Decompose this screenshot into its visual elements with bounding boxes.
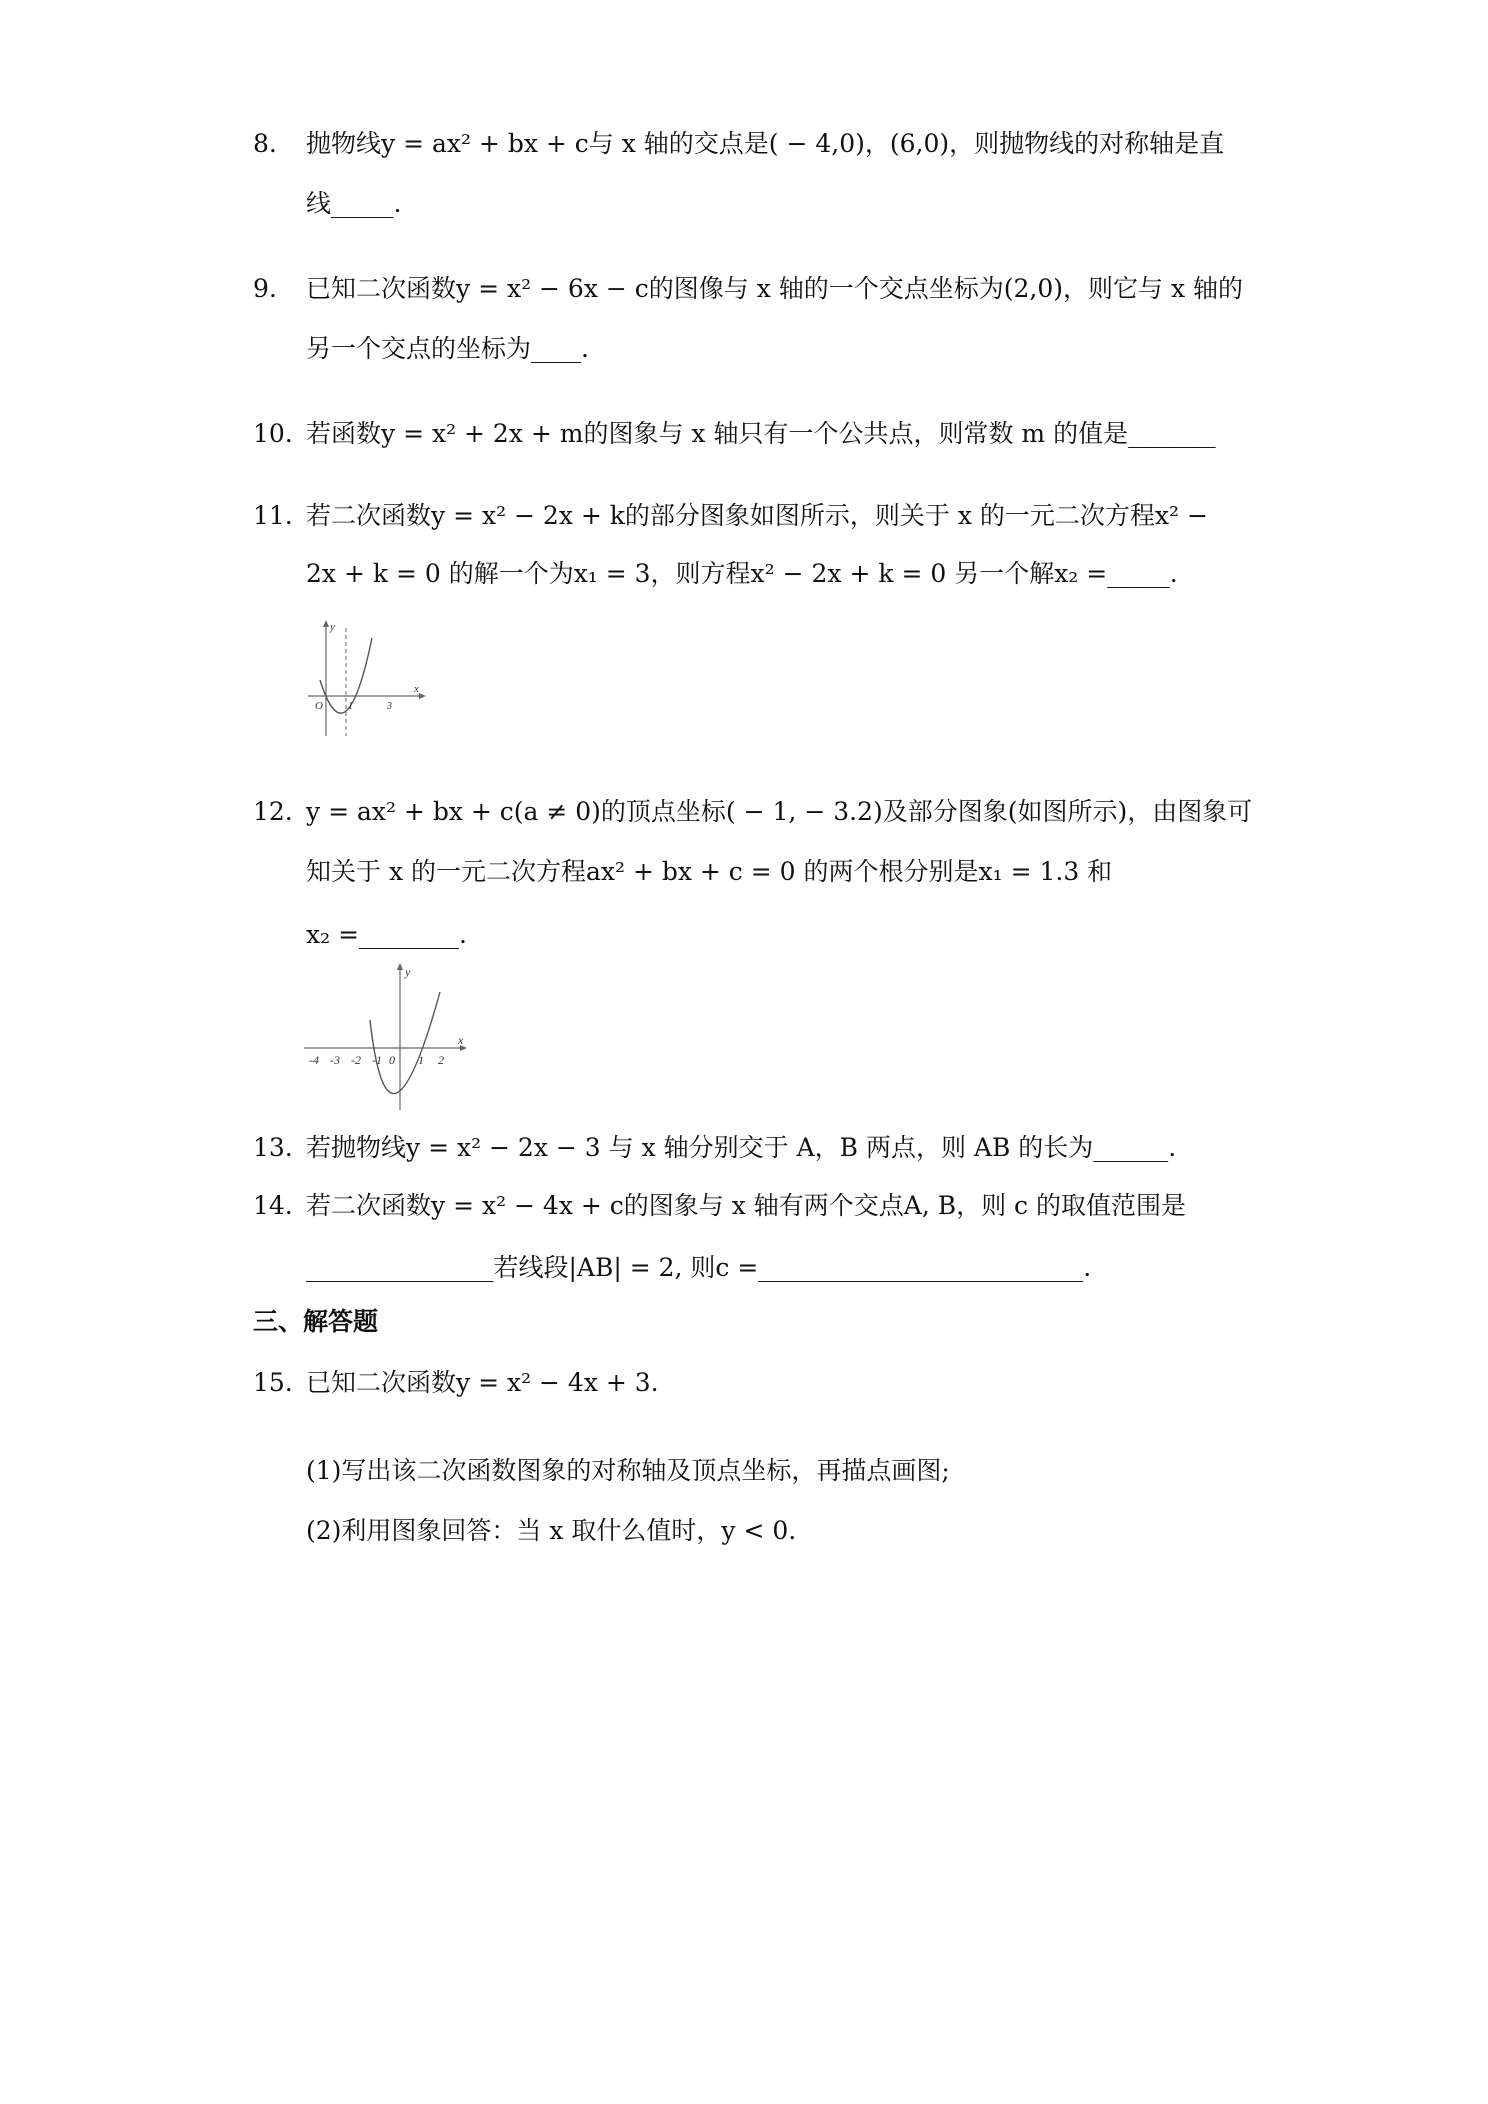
tick-label: -1 <box>372 1053 382 1067</box>
question-number: 15. <box>253 1368 293 1397</box>
y-label: y <box>330 621 335 633</box>
figure-11-parabola <box>306 618 426 738</box>
x-label: x <box>458 1033 464 1047</box>
question-text: 抛物线y = ax² + bx + c与 x 轴的交点是( − 4,0)，(6,0)，则抛物线的对称轴是直 <box>306 129 1225 158</box>
section-heading: 三、解答题 <box>253 1307 379 1336</box>
y-axis-arrow-icon <box>323 620 329 627</box>
tick-label: 1 <box>418 1053 424 1067</box>
y-axis-arrow-icon <box>397 963 403 970</box>
question-text: y = ax² + bx + c(a ≠ 0)的顶点坐标( − 1, − 3.2)及部分图象(如图所示)，由图象可 <box>306 797 1253 826</box>
question-text: 已知二次函数y = x² − 4x + 3. <box>306 1368 659 1397</box>
tick-label: 2 <box>438 1053 444 1067</box>
origin-label: O <box>315 700 323 712</box>
question-text: 若二次函数y = x² − 4x + c的图象与 x 轴有两个交点A, B，则 c 的取值范围是 <box>306 1191 1186 1220</box>
question-12-line-2: 知关于 x 的一元二次方程ax² + bx + c = 0 的两个根分别是x₁ = 1.3 和 <box>306 857 1113 886</box>
question-number: 12. <box>253 797 293 826</box>
question-text: 若抛物线y = x² − 2x − 3 与 x 轴分别交于 A，B 两点，则 AB 的长为______. <box>306 1133 1177 1162</box>
tick-label: -3 <box>330 1053 340 1067</box>
tick-label: 0 <box>389 1053 395 1067</box>
question-number: 14. <box>253 1191 293 1220</box>
question-text: 若函数y = x² + 2x + m的图象与 x 轴只有一个公共点，则常数 m 的值是_______ <box>306 419 1216 448</box>
tick-1-label: 1 <box>348 701 353 712</box>
question-9-line-2: 另一个交点的坐标为____. <box>306 334 589 363</box>
question-14-line-2: _______________若线段|AB| = 2, 则c =__________________________. <box>306 1253 1092 1282</box>
question-number: 9. <box>253 274 277 303</box>
question-8-line-2: 线_____. <box>306 189 402 218</box>
question-15-part-2: (2)利用图象回答：当 x 取什么值时，y < 0. <box>306 1516 797 1545</box>
parabola-curve <box>370 992 440 1094</box>
question-number: 8. <box>253 129 277 158</box>
figure-12-parabola <box>300 960 470 1120</box>
question-text: 若二次函数y = x² − 2x + k的部分图象如图所示，则关于 x 的一元二次方程x² − <box>306 501 1208 530</box>
question-15-part-1: (1)写出该二次函数图象的对称轴及顶点坐标，再描点画图; <box>306 1456 950 1485</box>
question-12-line-3: x₂ =________. <box>306 920 467 949</box>
tick-label: -2 <box>351 1053 361 1067</box>
tick-3-label: 3 <box>387 701 392 712</box>
x-label: x <box>414 683 419 695</box>
question-number: 13. <box>253 1133 293 1162</box>
question-number: 10. <box>253 419 293 448</box>
question-11-line-2: 2x + k = 0 的解一个为x₁ = 3，则方程x² − 2x + k = 0 另一个解x₂ =_____. <box>306 559 1178 588</box>
question-text: 已知二次函数y = x² − 6x − c的图像与 x 轴的一个交点坐标为(2,0)，则它与 x 轴的 <box>306 274 1244 303</box>
x-axis-arrow-icon <box>419 693 426 699</box>
y-label: y <box>405 965 411 979</box>
question-number: 11. <box>253 501 293 530</box>
tick-label: -4 <box>309 1053 319 1067</box>
